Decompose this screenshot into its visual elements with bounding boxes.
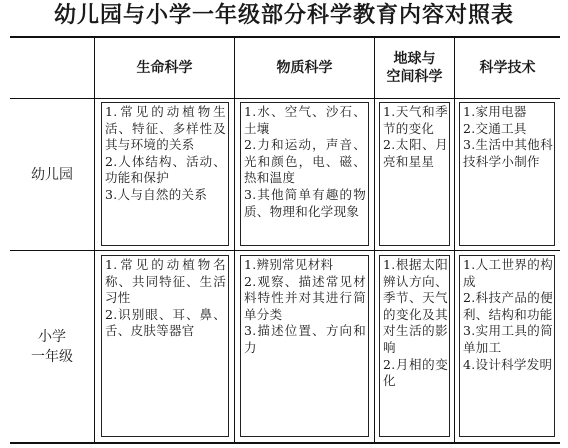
comparison-table <box>10 36 560 444</box>
table-cell <box>244 257 366 357</box>
table-cell <box>463 257 553 373</box>
list-item: 3.实用工具的简单加工 <box>463 323 553 355</box>
list-item: 1.家用电器 <box>463 104 527 119</box>
list-item: 1.水、空气、沙石、土壤 <box>244 104 366 136</box>
table-cell <box>383 104 448 170</box>
list-item: 2.交通工具 <box>463 120 527 136</box>
list-item: 2.人体结构、活动、功能和保护 <box>105 153 226 186</box>
row-label-grade-one: 小学 一年级 <box>31 328 73 365</box>
row-label-kindergarten: 幼儿园 <box>31 166 73 183</box>
table-cell <box>463 104 553 170</box>
list-item: 3.生活中其他科技科学小制作 <box>463 137 553 169</box>
list-item: 1.常见的动植物名称、共同特征、生活习性 <box>105 257 226 306</box>
list-item: 2.观察、描述常见材料特性并对其进行简单分类 <box>244 273 366 322</box>
table-cell <box>105 104 226 204</box>
list-item: 2.力和运动，声音、光和颜色，电、磁、热和温度 <box>244 137 366 186</box>
table-cell <box>105 257 226 340</box>
list-item: 2.月相的变化 <box>383 356 448 389</box>
list-item: 3.人与自然的关系 <box>105 186 208 202</box>
list-item: 1.人工世界的构成 <box>463 257 553 289</box>
list-item: 2.太阳、月亮和星星 <box>383 137 448 169</box>
list-item: 2.科技产品的便利、结构和功能 <box>463 290 553 322</box>
list-item: 2.识别眼、耳、鼻、舌、皮肤等器官 <box>105 306 226 339</box>
list-item: 1.天气和季节的变化 <box>383 104 448 136</box>
list-item: 3.其他简单有趣的物质、物理和化学现象 <box>244 186 366 219</box>
list-item: 1.常见的动植物生活、特征、多样性及其与环境的关系 <box>105 104 226 153</box>
list-item: 4.设计科学发明 <box>463 356 553 372</box>
header-physical-science: 物质科学 <box>276 60 333 76</box>
table-cell <box>383 257 448 390</box>
list-item: 3.描述位置、方向和力 <box>244 323 366 355</box>
header-life-science: 生命科学 <box>136 60 193 76</box>
header-technology: 科学技术 <box>479 60 536 76</box>
list-item: 1.根据太阳辨认方向、季节、天气的变化及其对生活的影响 <box>383 257 448 355</box>
list-item: 1.辨别常见材料 <box>244 257 334 272</box>
table-cell <box>244 104 366 220</box>
table-title: 幼儿园与小学一年级部分科学教育内容对照表 <box>53 3 514 28</box>
table-bottom-border <box>10 442 560 444</box>
header-earth-space-science: 地球与 空间科学 <box>386 51 443 85</box>
